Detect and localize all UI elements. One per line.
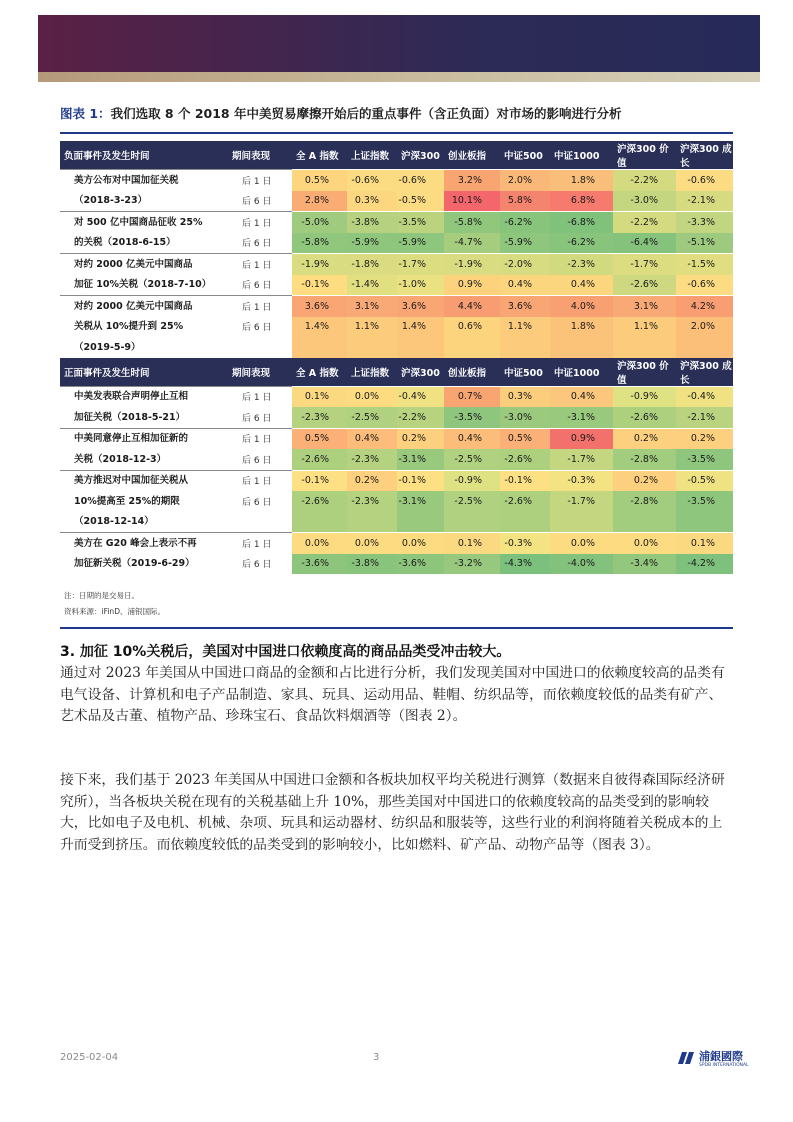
value-cell: 3.2%	[444, 170, 500, 191]
period-label: 后 6 日	[228, 554, 292, 575]
logo-text: 浦銀國際	[699, 1050, 743, 1063]
value-cell-blank	[347, 337, 397, 358]
value-cell-blank	[444, 337, 500, 358]
value-cell: -3.0%	[613, 191, 676, 212]
value-cell: -1.9%	[292, 254, 347, 275]
value-cell: 0.4%	[347, 428, 397, 449]
value-cell: 3.1%	[347, 296, 397, 317]
value-cell: -2.6%	[613, 407, 676, 428]
negative-event-row	[60, 254, 733, 275]
negative-event-row	[60, 233, 733, 254]
positive-event-row-extra	[60, 512, 733, 533]
header-cell: 中证500	[500, 358, 550, 387]
value-cell: -0.9%	[444, 470, 500, 491]
positive-event-row	[60, 428, 733, 449]
header-cell: 中证500	[500, 141, 550, 170]
figure-bottom-rule	[60, 627, 733, 629]
value-cell: -3.4%	[613, 554, 676, 575]
event-text: 对约 2000 亿美元中国商品	[60, 296, 228, 317]
positive-event-row	[60, 470, 733, 491]
period-label: 后 1 日	[228, 386, 292, 407]
value-cell-blank	[444, 512, 500, 533]
value-cell: 0.2%	[676, 428, 733, 449]
event-text: 关税（2018-12-3）	[60, 449, 228, 470]
header-cell: 全 A 指数	[292, 358, 347, 387]
value-cell: -3.1%	[397, 491, 444, 512]
value-cell: -4.7%	[444, 233, 500, 254]
header-cell: 沪深300	[397, 141, 444, 170]
value-cell: -2.3%	[292, 407, 347, 428]
value-cell: 2.0%	[500, 170, 550, 191]
value-cell: 0.2%	[613, 428, 676, 449]
event-text: 关税从 10%提升到 25%	[60, 317, 228, 338]
header-cell: 沪深300 价值	[613, 358, 676, 387]
value-cell: 0.6%	[444, 317, 500, 338]
period-label: 后 1 日	[228, 170, 292, 191]
event-text: 中美发表联合声明停止互相	[60, 386, 228, 407]
value-cell-blank	[676, 337, 733, 358]
value-cell: 0.0%	[347, 386, 397, 407]
event-text: （2018-12-14）	[60, 512, 228, 533]
header-cell: 沪深300 成长	[676, 358, 733, 387]
value-cell: -2.3%	[550, 254, 613, 275]
negative-event-row	[60, 191, 733, 212]
period-label: 后 6 日	[228, 491, 292, 512]
value-cell-blank	[500, 512, 550, 533]
logo-mark-icon	[676, 1050, 696, 1066]
table-source: 资料来源：iFinD、浦银国际。	[64, 607, 165, 616]
value-cell: -1.7%	[550, 491, 613, 512]
period-label: 后 1 日	[228, 533, 292, 554]
header-cell: 上证指数	[347, 358, 397, 387]
value-cell: 0.5%	[500, 428, 550, 449]
figure-caption: 我们选取 8 个 2018 年中美贸易摩擦开始后的重点事件（含正负面）对市场的影响进行分析	[110, 106, 622, 121]
value-cell: -0.4%	[397, 386, 444, 407]
value-cell-blank	[397, 337, 444, 358]
negative-event-row	[60, 296, 733, 317]
value-cell: -1.0%	[397, 275, 444, 296]
value-cell: -3.8%	[347, 212, 397, 233]
value-cell: -3.8%	[347, 554, 397, 575]
event-text: 10%提高至 25%的期限	[60, 491, 228, 512]
header-cell: 沪深300 成长	[676, 141, 733, 170]
value-cell: 0.4%	[550, 275, 613, 296]
value-cell: -4.2%	[676, 554, 733, 575]
period-label: 后 1 日	[228, 428, 292, 449]
value-cell: -3.6%	[397, 554, 444, 575]
figure-title	[60, 104, 621, 122]
paragraph-2: 接下来，我们基于 2023 年美国从中国进口金额和各板块加权平均关税进行测算（数据来自彼得森国际经济研究所），当各板块关税在现有的关税基础上升 10%，那些美国对中国进口的依赖度较高的品类受到的影响较大，比如电子及电机、机械、杂项、玩具和运动器材、纺织品和服装等，这些行业的利润将随着关税成本的上升而受到挤压。而依赖度较低的品类受到的影响较小，比如燃料、矿产品、动物产品等（图表 3）。	[60, 772, 725, 853]
negative-event-row	[60, 212, 733, 233]
period-label	[228, 337, 292, 358]
value-cell-blank	[347, 512, 397, 533]
value-cell: -2.1%	[676, 191, 733, 212]
value-cell-blank	[292, 512, 347, 533]
value-cell-blank	[613, 512, 676, 533]
value-cell: -1.7%	[550, 449, 613, 470]
value-cell: -0.6%	[676, 170, 733, 191]
value-cell: -0.1%	[292, 275, 347, 296]
value-cell: -5.8%	[444, 212, 500, 233]
value-cell: -2.1%	[676, 407, 733, 428]
period-label: 后 6 日	[228, 191, 292, 212]
value-cell: -2.8%	[613, 491, 676, 512]
value-cell: -4.3%	[500, 554, 550, 575]
value-cell: -1.5%	[676, 254, 733, 275]
value-cell: -0.1%	[500, 470, 550, 491]
market-impact-table	[60, 141, 733, 574]
value-cell: -1.7%	[397, 254, 444, 275]
header-cell: 正面事件及发生时间	[60, 358, 228, 387]
value-cell: -0.6%	[397, 170, 444, 191]
value-cell: -3.5%	[444, 407, 500, 428]
negative-event-row	[60, 170, 733, 191]
value-cell: 0.0%	[292, 533, 347, 554]
value-cell: -2.6%	[292, 449, 347, 470]
value-cell: 4.0%	[550, 296, 613, 317]
value-cell: -6.4%	[613, 233, 676, 254]
period-label: 后 6 日	[228, 233, 292, 254]
value-cell: 0.5%	[292, 428, 347, 449]
event-text: 的关税（2018-6-15）	[60, 233, 228, 254]
positive-event-row	[60, 386, 733, 407]
value-cell: -2.2%	[397, 407, 444, 428]
value-cell: 1.4%	[397, 317, 444, 338]
value-cell-blank	[550, 512, 613, 533]
value-cell: 0.7%	[444, 386, 500, 407]
value-cell: -2.6%	[500, 449, 550, 470]
value-cell: -0.1%	[397, 470, 444, 491]
value-cell: 1.8%	[550, 170, 613, 191]
value-cell: 1.1%	[500, 317, 550, 338]
value-cell: 6.8%	[550, 191, 613, 212]
footer-date: 2025-02-04	[60, 1052, 119, 1063]
value-cell: 3.6%	[292, 296, 347, 317]
value-cell-blank	[613, 337, 676, 358]
value-cell: -2.5%	[347, 407, 397, 428]
value-cell: 0.1%	[676, 533, 733, 554]
value-cell: 0.0%	[613, 533, 676, 554]
value-cell: -1.7%	[613, 254, 676, 275]
event-text: 美方在 G20 峰会上表示不再	[60, 533, 228, 554]
period-label: 后 1 日	[228, 470, 292, 491]
value-cell: 0.9%	[550, 428, 613, 449]
value-cell-blank	[676, 512, 733, 533]
period-label	[228, 512, 292, 533]
logo-subtext: SPDB INTERNATIONAL	[699, 1063, 749, 1068]
value-cell: -2.6%	[292, 491, 347, 512]
value-cell: 0.0%	[397, 533, 444, 554]
value-cell: -1.9%	[444, 254, 500, 275]
figure-top-rule	[60, 132, 733, 134]
value-cell: -2.6%	[613, 275, 676, 296]
header-banner	[38, 15, 760, 72]
value-cell: 0.5%	[292, 170, 347, 191]
value-cell: -5.9%	[397, 233, 444, 254]
paragraph-1: 通过对 2023 年美国从中国进口商品的金额和占比进行分析，我们发现美国对中国进口的依赖度较高的品类有电气设备、计算机和电子产品制造、家具、玩具、运动用品、鞋帽、纺织品等，而依赖度较低的品类有矿产、艺术品及古董、植物产品、珍珠宝石、食品饮料烟酒等（图表 2）。	[60, 665, 725, 725]
value-cell-blank	[292, 337, 347, 358]
header-cell: 沪深300 价值	[613, 141, 676, 170]
value-cell: -3.6%	[292, 554, 347, 575]
header-accent-stripe	[38, 72, 760, 82]
value-cell: 0.4%	[444, 428, 500, 449]
value-cell: -3.0%	[500, 407, 550, 428]
negative-header-row	[60, 141, 733, 170]
value-cell: 3.6%	[397, 296, 444, 317]
value-cell: 0.3%	[347, 191, 397, 212]
value-cell: -0.6%	[347, 170, 397, 191]
period-label: 后 1 日	[228, 296, 292, 317]
event-text: （2018-3-23）	[60, 191, 228, 212]
value-cell: 0.2%	[347, 470, 397, 491]
value-cell: 1.4%	[292, 317, 347, 338]
value-cell: -0.6%	[676, 275, 733, 296]
value-cell: -0.3%	[500, 533, 550, 554]
value-cell: 3.6%	[500, 296, 550, 317]
value-cell: -3.1%	[550, 407, 613, 428]
value-cell: 1.8%	[550, 317, 613, 338]
value-cell: -5.0%	[292, 212, 347, 233]
event-text: 对约 2000 亿美元中国商品	[60, 254, 228, 275]
value-cell: -3.2%	[444, 554, 500, 575]
event-text: 加征关税（2018-5-21）	[60, 407, 228, 428]
header-cell: 负面事件及发生时间	[60, 141, 228, 170]
value-cell: -2.6%	[500, 491, 550, 512]
value-cell-blank	[397, 512, 444, 533]
value-cell: -6.2%	[550, 233, 613, 254]
value-cell: -3.5%	[676, 491, 733, 512]
event-text: 加征 10%关税（2018-7-10）	[60, 275, 228, 296]
value-cell-blank	[550, 337, 613, 358]
period-label: 后 6 日	[228, 275, 292, 296]
value-cell: 0.4%	[550, 386, 613, 407]
event-text: 对 500 亿中国商品征收 25%	[60, 212, 228, 233]
value-cell: -0.1%	[292, 470, 347, 491]
value-cell: -2.3%	[347, 491, 397, 512]
value-cell: 4.2%	[676, 296, 733, 317]
event-text: 加征新关税（2019-6-29）	[60, 554, 228, 575]
value-cell: -6.8%	[550, 212, 613, 233]
value-cell: 0.2%	[397, 428, 444, 449]
value-cell: -2.8%	[613, 449, 676, 470]
value-cell: -2.5%	[444, 491, 500, 512]
value-cell: -6.2%	[500, 212, 550, 233]
header-cell: 创业板指	[444, 141, 500, 170]
value-cell: -1.4%	[347, 275, 397, 296]
page-number: 3	[373, 1052, 380, 1063]
event-text: 中美同意停止互相加征新的	[60, 428, 228, 449]
positive-event-row	[60, 491, 733, 512]
positive-event-row	[60, 533, 733, 554]
header-cell: 创业板指	[444, 358, 500, 387]
value-cell: -2.2%	[613, 212, 676, 233]
negative-event-row-extra	[60, 337, 733, 358]
value-cell: 0.1%	[292, 386, 347, 407]
period-label: 后 1 日	[228, 254, 292, 275]
value-cell: 0.0%	[550, 533, 613, 554]
value-cell: -3.5%	[397, 212, 444, 233]
value-cell: 0.4%	[500, 275, 550, 296]
value-cell: -5.8%	[292, 233, 347, 254]
value-cell: -5.9%	[500, 233, 550, 254]
positive-event-row	[60, 407, 733, 428]
value-cell: -3.3%	[676, 212, 733, 233]
value-cell: -3.1%	[397, 449, 444, 470]
value-cell: 0.0%	[347, 533, 397, 554]
header-cell: 中证1000	[550, 141, 613, 170]
header-cell: 中证1000	[550, 358, 613, 387]
value-cell: -0.9%	[613, 386, 676, 407]
value-cell: -5.1%	[676, 233, 733, 254]
event-text: 美方公布对中国加征关税	[60, 170, 228, 191]
header-cell: 沪深300	[397, 358, 444, 387]
value-cell: -5.9%	[347, 233, 397, 254]
value-cell: -0.5%	[397, 191, 444, 212]
value-cell: 4.4%	[444, 296, 500, 317]
positive-header-row	[60, 358, 733, 387]
value-cell: -2.0%	[500, 254, 550, 275]
negative-event-row	[60, 275, 733, 296]
value-cell: 0.1%	[444, 533, 500, 554]
positive-event-row	[60, 449, 733, 470]
value-cell-blank	[500, 337, 550, 358]
negative-event-row	[60, 317, 733, 338]
value-cell: 2.8%	[292, 191, 347, 212]
section-heading: 3. 加征 10%关税后，美国对中国进口依赖度高的商品品类受冲击较大。	[60, 644, 511, 660]
value-cell: 0.2%	[613, 470, 676, 491]
value-cell: -0.3%	[550, 470, 613, 491]
value-cell: 3.1%	[613, 296, 676, 317]
header-cell: 期间表现	[228, 141, 292, 170]
value-cell: 10.1%	[444, 191, 500, 212]
header-cell: 期间表现	[228, 358, 292, 387]
figure-label: 图表 1：	[60, 106, 111, 121]
value-cell: -2.2%	[613, 170, 676, 191]
value-cell: -2.5%	[444, 449, 500, 470]
value-cell: -4.0%	[550, 554, 613, 575]
value-cell: -3.5%	[676, 449, 733, 470]
header-cell: 全 A 指数	[292, 141, 347, 170]
value-cell: 1.1%	[347, 317, 397, 338]
value-cell: 2.0%	[676, 317, 733, 338]
period-label: 后 1 日	[228, 212, 292, 233]
value-cell: 5.8%	[500, 191, 550, 212]
event-text: 美方推迟对中国加征关税从	[60, 470, 228, 491]
value-cell: 0.9%	[444, 275, 500, 296]
value-cell: -0.5%	[676, 470, 733, 491]
value-cell: 1.1%	[613, 317, 676, 338]
header-cell: 上证指数	[347, 141, 397, 170]
positive-event-row	[60, 554, 733, 575]
value-cell: -0.4%	[676, 386, 733, 407]
company-logo	[676, 1048, 756, 1072]
event-text: （2019-5-9）	[60, 337, 228, 358]
value-cell: -2.3%	[347, 449, 397, 470]
value-cell: 0.3%	[500, 386, 550, 407]
period-label: 后 6 日	[228, 317, 292, 338]
period-label: 后 6 日	[228, 449, 292, 470]
table-note: 注：日期的是交易日。	[64, 591, 139, 600]
value-cell: -1.8%	[347, 254, 397, 275]
period-label: 后 6 日	[228, 407, 292, 428]
